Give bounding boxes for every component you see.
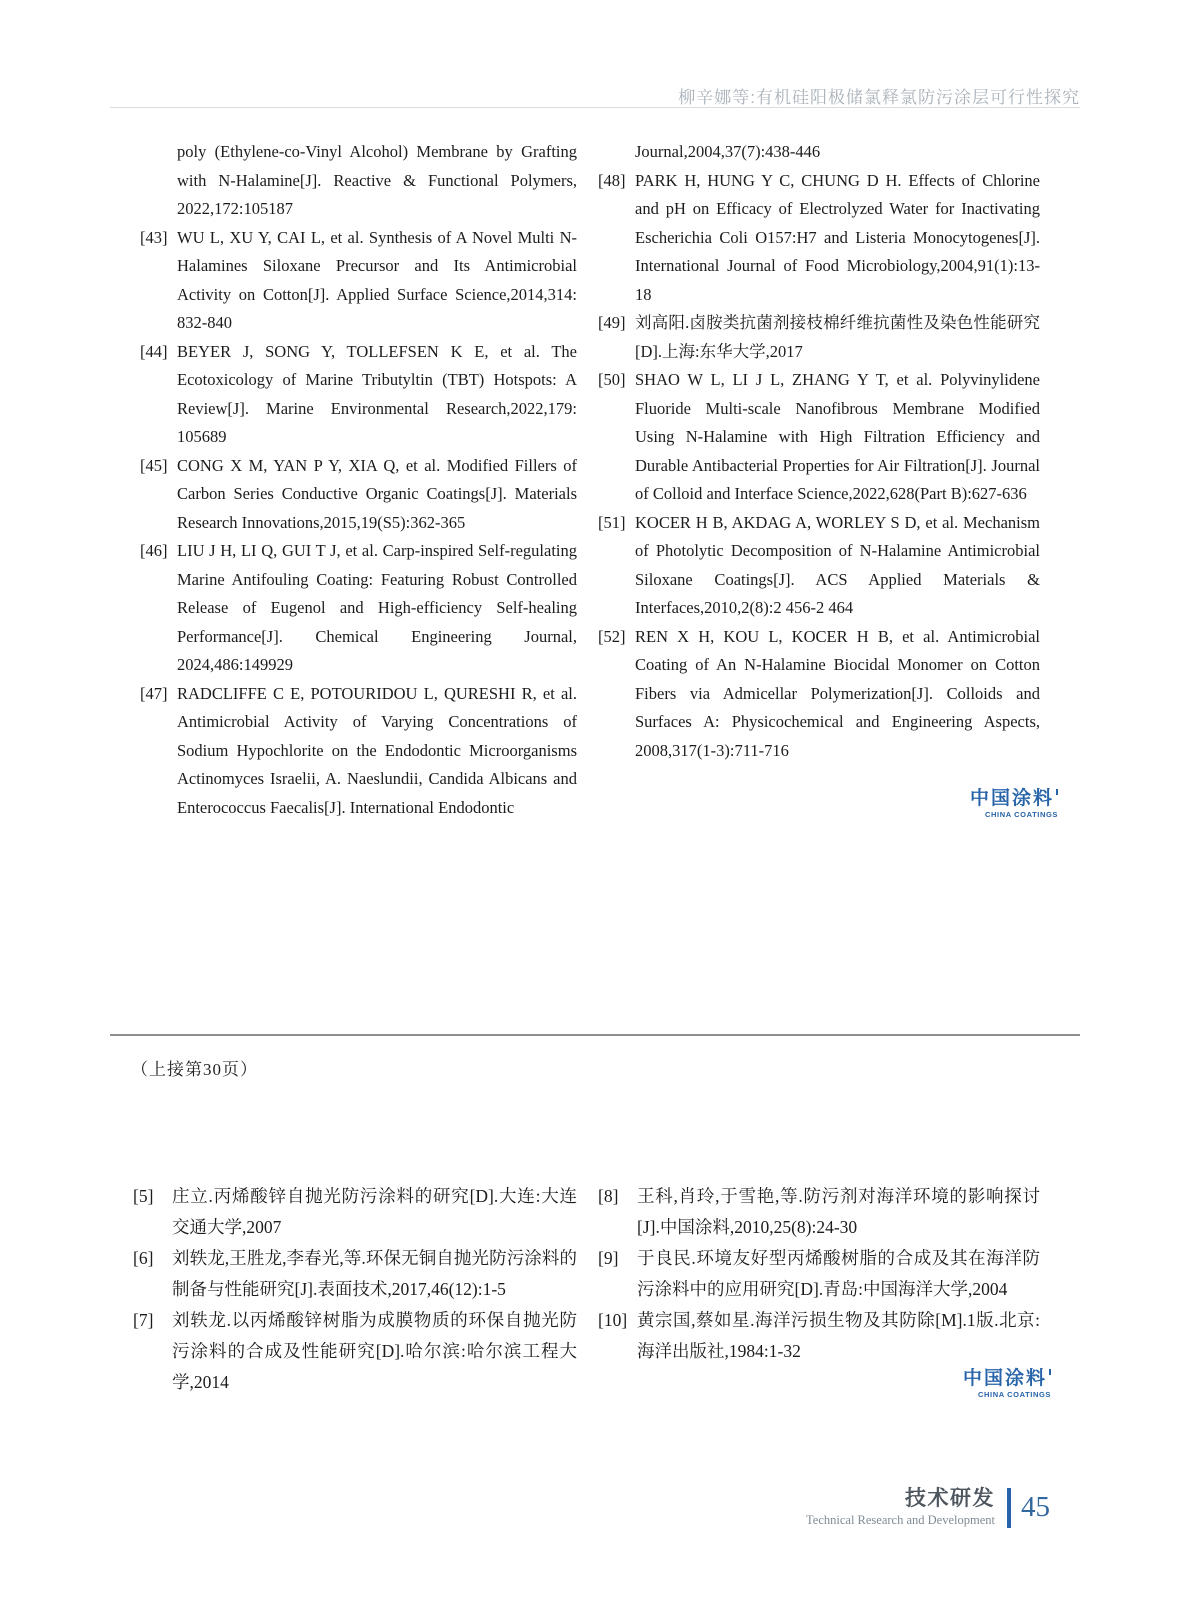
reference-entry — [140, 452, 577, 538]
china-coatings-logo-text: 中国涂料 — [970, 789, 1058, 808]
footer-section-en: Technical Research and Development — [806, 1513, 995, 1528]
reference-text: LIU J H, LI Q, GUI T J, et al. Carp-inspired Self-regulating Marine Antifouling Coating: Featuring Robust Controlled Release of Eugenol and High-efficiency Self-healing Performance[J]. Chemical Engineering Journal, 2024,486:149929 — [177, 541, 577, 674]
china-coatings-logo-subtext: CHINA COATINGS — [978, 1390, 1051, 1399]
reference-entry — [140, 680, 577, 823]
section-divider — [110, 1034, 1080, 1036]
reference-text: 刘轶龙.以丙烯酸锌树脂为成膜物质的环保自抛光防污涂料的合成及性能研究[D].哈尔滨:哈尔滨工程大学,2014 — [172, 1310, 577, 1392]
reference-number: [10] — [598, 1310, 628, 1330]
reference-entry — [140, 537, 577, 680]
reference-number: [6] — [133, 1248, 154, 1268]
reference-text: 庄立.丙烯酸锌自抛光防污涂料的研究[D].大连:大连交通大学,2007 — [172, 1186, 577, 1237]
reference-number: [43] — [140, 227, 168, 247]
reference-number: [51] — [598, 512, 626, 532]
reference-entry — [598, 1181, 1040, 1243]
reference-number: [46] — [140, 541, 168, 560]
reference-number — [598, 138, 635, 167]
reference-number — [140, 138, 177, 224]
reference-entry — [598, 167, 1040, 310]
reference-text: poly (Ethylene-co-Vinyl Alcohol) Membrane by Grafting with N-Halamine[J]. Reactive & Functional Polymers, 2022,172:105187 — [177, 142, 577, 218]
header-rule — [110, 107, 1080, 108]
reference-number: [8] — [598, 1186, 619, 1206]
footer-section-cn: 技术研发 — [905, 1487, 995, 1510]
reference-text: Journal,2004,37(7):438-446 — [635, 142, 821, 161]
footer-section-label — [806, 1487, 995, 1528]
reference-text: 王科,肖玲,于雪艳,等.防污剂对海洋环境的影响探讨[J].中国涂料,2010,25(8):24-30 — [637, 1186, 1040, 1237]
footer-accent-bar — [1007, 1488, 1011, 1528]
reference-entry — [598, 1243, 1040, 1305]
reference-entry — [598, 509, 1040, 623]
reference-entry — [598, 309, 1040, 366]
reference-entry — [133, 1181, 577, 1243]
china-coatings-logo-text: 中国涂料 — [963, 1369, 1051, 1388]
page-footer — [806, 1487, 1050, 1528]
reference-entry — [598, 138, 1040, 167]
reference-text: 刘高阳.卤胺类抗菌剂接枝棉纤维抗菌性及染色性能研究[D].上海:东华大学,2017 — [635, 313, 1040, 361]
reference-text: PARK H, HUNG Y C, CHUNG D H. Effects of Chlorine and pH on Efficacy of Electrolyzed Water for Inactivating Escherichia Coli O157:H7 and Listeria Monocytogenes[J]. International Journal of Food Microbiology,2004,91(1):13-18 — [635, 170, 1040, 304]
references-column-right — [598, 1181, 1040, 1367]
reference-entry — [140, 338, 577, 452]
reference-number: [44] — [140, 341, 168, 361]
reference-number: [50] — [598, 370, 626, 389]
reference-text: 刘轶龙,王胜龙,李春光,等.环保无铜自抛光防污涂料的制备与性能研究[J].表面技术,2017,46(12):1-5 — [172, 1248, 577, 1299]
page-number: 45 — [1021, 1491, 1050, 1524]
reference-entry — [133, 1305, 577, 1398]
trademark-tick-icon — [1056, 789, 1058, 795]
reference-entry — [598, 623, 1040, 766]
china-coatings-logo — [963, 1369, 1051, 1399]
reference-number: [7] — [133, 1310, 154, 1330]
reference-number: [49] — [598, 313, 626, 332]
references-column-left — [140, 138, 577, 822]
reference-text: WU L, XU Y, CAI L, et al. Synthesis of A Novel Multi N-Halamines Siloxane Precursor and Its Antimicrobial Activity on Cotton[J]. Applied Surface Science,2014,314: 832-840 — [177, 227, 577, 332]
reference-text: 黄宗国,蔡如星.海洋污损生物及其防除[M].1版.北京:海洋出版社,1984:1-32 — [637, 1310, 1040, 1361]
reference-number: [47] — [140, 683, 168, 703]
reference-text: SHAO W L, LI J L, ZHANG Y T, et al. Polyvinylidene Fluoride Multi-scale Nanofibrous Membrane Modified Using N-Halamine with High Filtration Efficiency and Durable Antibacterial Properties for Air Filtration[J]. Journal of Colloid and Interface Science,2022,628(Part B):627-636 — [635, 370, 1040, 503]
continuation-note: （上接第30页） — [131, 1060, 258, 1079]
reference-text: REN X H, KOU L, KOCER H B, et al. Antimicrobial Coating of An N-Halamine Biocidal Monomer on Cotton Fibers via Admicellar Polymerization[J]. Colloids and Surfaces A: Physicochemical and Engineering Aspects, 2008,317(1-3):711-716 — [635, 626, 1040, 760]
reference-number: [5] — [133, 1186, 154, 1206]
trademark-tick-icon — [1049, 1369, 1051, 1375]
reference-text: CONG X M, YAN P Y, XIA Q, et al. Modified Fillers of Carbon Series Conductive Organic Coatings[J]. Materials Research Innovations,2015,19(S5):362-365 — [177, 455, 577, 532]
reference-number: [52] — [598, 626, 626, 646]
reference-number: [9] — [598, 1248, 619, 1268]
reference-entry — [133, 1243, 577, 1305]
reference-number: [48] — [598, 170, 626, 190]
reference-text: BEYER J, SONG Y, TOLLEFSEN K E, et al. The Ecotoxicology of Marine Tributyltin (TBT) Hotspots: A Review[J]. Marine Environmental Research,2022,179: 105689 — [177, 341, 577, 446]
china-coatings-logo-subtext: CHINA COATINGS — [985, 810, 1058, 819]
references-column-right — [598, 138, 1040, 765]
reference-entry — [598, 1305, 1040, 1367]
reference-text: RADCLIFFE C E, POTOURIDOU L, QURESHI R, et al. Antimicrobial Activity of Varying Concentrations of Sodium Hypochlorite on the Endodontic Microorganisms Actinomyces Israelii, A. Naeslundii, Candida Albicans and Enterococcus Faecalis[J]. International Endodontic — [177, 683, 577, 817]
reference-text: 于良民.环境友好型丙烯酸树脂的合成及其在海洋防污涂料中的应用研究[D].青岛:中国海洋大学,2004 — [637, 1248, 1040, 1299]
reference-entry — [140, 138, 577, 224]
running-head-title: 柳辛娜等:有机硅阳极储氯释氯防污涂层可行性探究 — [678, 88, 1080, 107]
reference-entry — [140, 224, 577, 338]
china-coatings-logo — [970, 789, 1058, 819]
reference-entry — [598, 366, 1040, 509]
reference-text: KOCER H B, AKDAG A, WORLEY S D, et al. Mechanism of Photolytic Decomposition of N-Halamine Antimicrobial Siloxane Coatings[J]. ACS Applied Materials & Interfaces,2010,2(8):2 456-2 464 — [635, 512, 1040, 617]
references-column-left — [133, 1181, 577, 1398]
reference-number: [45] — [140, 455, 168, 475]
